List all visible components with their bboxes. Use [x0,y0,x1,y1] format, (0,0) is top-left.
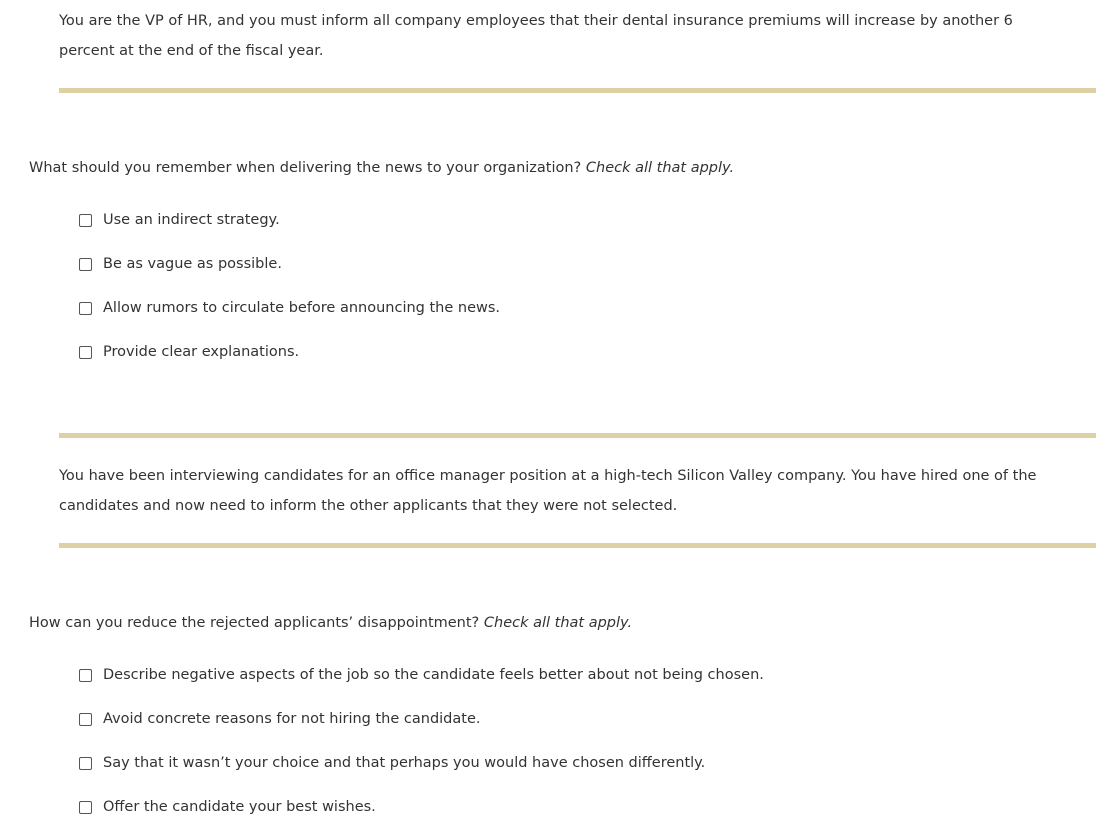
answer-option[interactable] [79,797,376,817]
section-divider [59,543,1096,548]
option-label: Allow rumors to circulate before announcing the news. [103,300,501,316]
question-instruction: Check all that apply. [585,160,735,176]
question-prompt-2 [29,613,632,633]
answer-option[interactable] [79,753,705,773]
option-label: Provide clear explanations. [103,344,300,360]
option-label: Describe negative aspects of the job so the candidate feels better about not being chosen. [103,667,764,683]
checkbox[interactable] [79,669,92,682]
question-prompt-1 [29,158,734,178]
option-label: Be as vague as possible. [103,256,282,272]
question-instruction: Check all that apply. [483,615,633,631]
option-label: Offer the candidate your best wishes. [103,799,376,815]
section-divider [59,433,1096,438]
checkbox[interactable] [79,302,92,315]
question-text: What should you remember when delivering the news to your organization? [29,160,582,176]
question-text: How can you reduce the rejected applicants’ disappointment? [29,615,480,631]
answer-option[interactable] [79,709,480,729]
checkbox[interactable] [79,258,92,271]
checkbox[interactable] [79,214,92,227]
option-label: Say that it wasn’t your choice and that perhaps you would have chosen differently. [103,755,706,771]
checkbox[interactable] [79,801,92,814]
answer-option[interactable] [79,665,764,685]
checkbox[interactable] [79,346,92,359]
answer-option[interactable] [79,210,280,230]
answer-option[interactable] [79,342,299,362]
answer-option[interactable] [79,298,500,318]
scenario-text-2: You have been interviewing candidates for an office manager position at a high-tech Silicon Valley company. You have hired one of the candidates and now need to inform the other applicants that they were not selected. [59,468,1037,514]
option-label: Avoid concrete reasons for not hiring the candidate. [103,711,481,727]
answer-option[interactable] [79,254,282,274]
checkbox[interactable] [79,713,92,726]
option-label: Use an indirect strategy. [103,212,280,228]
checkbox[interactable] [79,757,92,770]
scenario-text-1: You are the VP of HR, and you must inform all company employees that their dental insurance premiums will increase by another 6 percent at the end of the fiscal year. [59,13,1013,59]
section-divider [59,88,1096,93]
